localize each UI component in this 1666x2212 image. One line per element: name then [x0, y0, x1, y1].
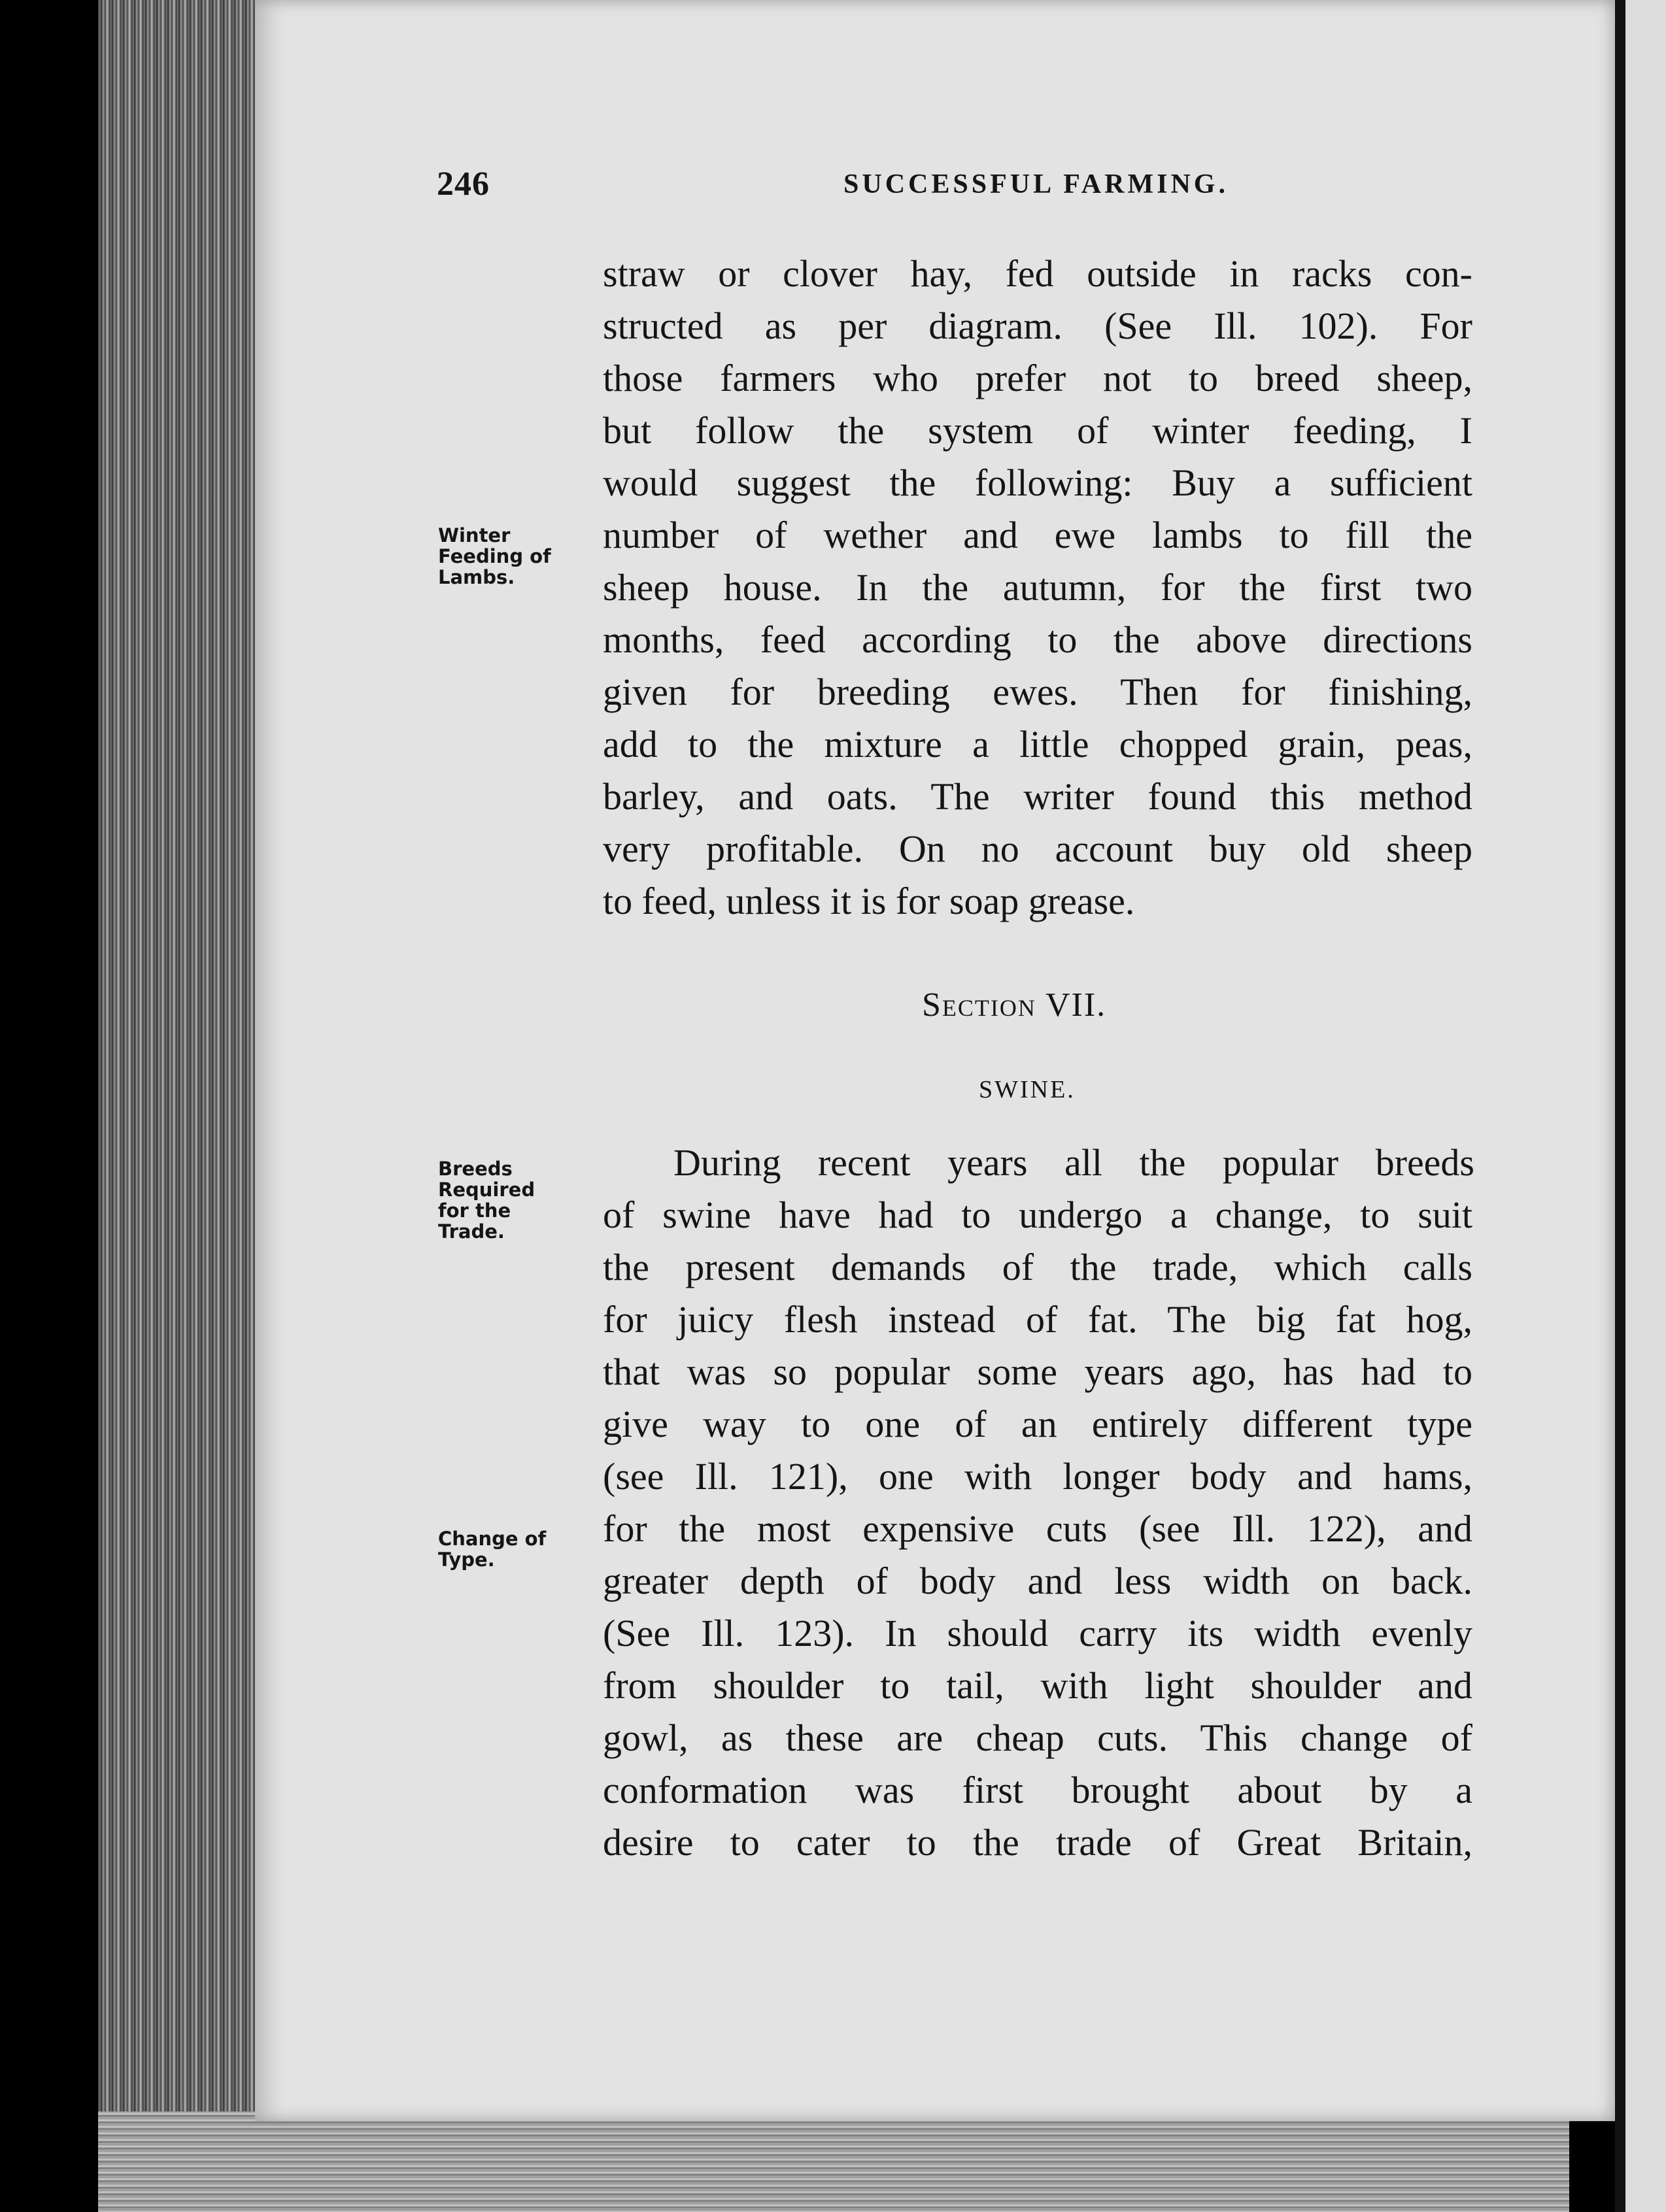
- paragraph1-line-11: barley, and oats. The writer found this method: [603, 775, 1472, 818]
- paragraph1-line-10: add to the mixture a little chopped grain, peas,: [603, 723, 1472, 765]
- paragraph1-line-3: those farmers who prefer not to breed sheep,: [603, 357, 1472, 399]
- sidenote-breeds-required: Breeds Required for the Trade.: [438, 1158, 536, 1243]
- paragraph2-line-8: for the most expensive cuts (see Ill. 122), and: [603, 1507, 1472, 1550]
- paragraph2-line-12: gowl, as these are cheap cuts. This change of: [603, 1717, 1472, 1759]
- paragraph1-line-4: but follow the system of winter feeding, I: [603, 409, 1472, 452]
- paragraph1-line-13: to feed, unless it is for soap grease.: [603, 880, 1135, 922]
- paragraph1-line-1: straw or clover hay, fed outside in racks con-: [603, 252, 1472, 295]
- section-heading: Section VII.: [922, 986, 1107, 1024]
- paragraph2-line-7: (see Ill. 121), one with longer body and hams,: [603, 1455, 1472, 1498]
- paragraph2-line-11: from shoulder to tail, with light shoulder and: [603, 1664, 1472, 1707]
- running-head: SUCCESSFUL FARMING.: [843, 169, 1229, 199]
- subsection-heading: SWINE.: [979, 1076, 1076, 1103]
- paragraph2-line-3: the present demands of the trade, which calls: [603, 1246, 1472, 1288]
- paragraph2-line-10: (See Ill. 123). In should carry its width evenly: [603, 1612, 1472, 1654]
- paragraph1-line-12: very profitable. On no account buy old sheep: [603, 828, 1472, 870]
- paragraph1-line-6: number of wether and ewe lambs to fill the: [603, 514, 1472, 556]
- page-number: 246: [437, 165, 490, 203]
- paragraph2-line-4: for juicy flesh instead of fat. The big fat hog,: [603, 1298, 1472, 1341]
- paragraph1-line-9: given for breeding ewes. Then for finishing,: [603, 671, 1472, 713]
- paragraph2-line-14: desire to cater to the trade of Great Britain,: [603, 1821, 1472, 1864]
- next-page-sliver: [1615, 0, 1666, 2212]
- book-page-edges: [98, 0, 255, 2212]
- paragraph1-line-5: would suggest the following: Buy a sufficient: [603, 461, 1472, 504]
- book-bottom-edge: [98, 2111, 1569, 2212]
- paragraph2-line-2: of swine have had to undergo a change, to suit: [603, 1194, 1472, 1236]
- paragraph1-line-8: months, feed according to the above directions: [603, 618, 1472, 661]
- paragraph1-line-2: structed as per diagram. (See Ill. 102). For: [603, 305, 1472, 347]
- paragraph2-line-6: give way to one of an entirely different type: [603, 1403, 1472, 1445]
- sidenote-winter-feeding: Winter Feeding of Lambs.: [438, 524, 551, 588]
- paragraph2-line-5: that was so popular some years ago, has had to: [603, 1350, 1472, 1393]
- paragraph2-line-1: During recent years all the popular breeds: [673, 1141, 1474, 1184]
- paragraph1-line-7: sheep house. In the autumn, for the first two: [603, 566, 1472, 609]
- paragraph2-line-13: conformation was first brought about by a: [603, 1769, 1472, 1811]
- sidenote-change-of-type: Change of Type.: [438, 1528, 547, 1571]
- paragraph2-line-9: greater depth of body and less width on back.: [603, 1560, 1472, 1602]
